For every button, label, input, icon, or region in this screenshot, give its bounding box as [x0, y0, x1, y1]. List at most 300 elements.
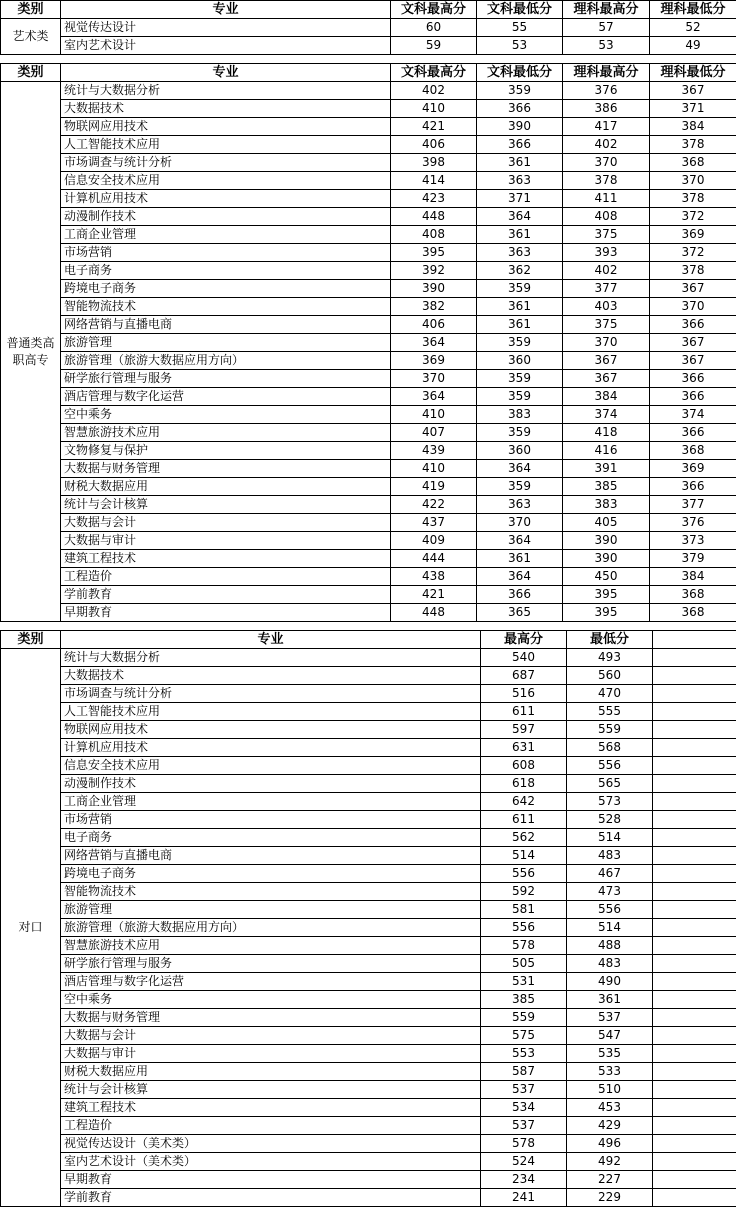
table-row [1, 154, 736, 172]
major-cell: 旅游管理 [61, 334, 391, 352]
min-cell: 537 [567, 1009, 653, 1027]
header-li-max: 理科最高分 [563, 64, 650, 82]
max-cell: 581 [481, 901, 567, 919]
blank-cell [653, 937, 736, 955]
table-row [1, 667, 736, 685]
category-cell: 普通类高职高专 [1, 82, 61, 622]
major-cell: 智能物流技术 [61, 883, 481, 901]
li-min-cell: 369 [650, 226, 736, 244]
table-row [1, 739, 736, 757]
li-min-cell: 368 [650, 154, 736, 172]
table-row [1, 901, 736, 919]
table-row [1, 82, 736, 100]
table-row [1, 811, 736, 829]
blank-cell [653, 631, 736, 649]
max-cell: 611 [481, 811, 567, 829]
li-min-cell: 366 [650, 388, 736, 406]
li-min-cell: 366 [650, 370, 736, 388]
major-cell: 信息安全技术应用 [61, 172, 391, 190]
li-min-cell: 384 [650, 568, 736, 586]
li-min-cell: 377 [650, 496, 736, 514]
min-cell: 467 [567, 865, 653, 883]
major-cell: 大数据技术 [61, 100, 391, 118]
min-cell: 496 [567, 1135, 653, 1153]
li-max-cell: 53 [563, 37, 650, 55]
major-cell: 大数据与审计 [61, 1045, 481, 1063]
li-min-cell: 373 [650, 532, 736, 550]
max-cell: 241 [481, 1189, 567, 1207]
max-cell: 556 [481, 919, 567, 937]
wen-min-cell: 361 [477, 550, 563, 568]
blank-cell [653, 1099, 736, 1117]
li-max-cell: 417 [563, 118, 650, 136]
blank-cell [653, 1153, 736, 1171]
li-min-cell: 378 [650, 136, 736, 154]
li-min-cell: 378 [650, 262, 736, 280]
blank-cell [653, 955, 736, 973]
table-row [1, 604, 736, 622]
li-min-cell: 368 [650, 586, 736, 604]
major-cell: 大数据与会计 [61, 514, 391, 532]
wen-max-cell: 423 [391, 190, 477, 208]
max-cell: 578 [481, 1135, 567, 1153]
wen-min-cell: 363 [477, 496, 563, 514]
max-cell: 534 [481, 1099, 567, 1117]
header-li-min: 理科最低分 [650, 64, 736, 82]
wen-min-cell: 53 [477, 37, 563, 55]
blank-cell [653, 1171, 736, 1189]
table-row [1, 1117, 736, 1135]
max-cell: 618 [481, 775, 567, 793]
table-row [1, 865, 736, 883]
blank-cell [653, 757, 736, 775]
major-cell: 动漫制作技术 [61, 775, 481, 793]
wen-max-cell: 382 [391, 298, 477, 316]
major-cell: 统计与会计核算 [61, 496, 391, 514]
max-cell: 592 [481, 883, 567, 901]
major-cell: 人工智能技术应用 [61, 703, 481, 721]
major-cell: 视觉传达设计（美术类） [61, 1135, 481, 1153]
li-max-cell: 416 [563, 442, 650, 460]
header-max: 最高分 [481, 631, 567, 649]
wen-max-cell: 410 [391, 460, 477, 478]
major-cell: 电子商务 [61, 829, 481, 847]
major-cell: 室内艺术设计（美术类） [61, 1153, 481, 1171]
li-max-cell: 408 [563, 208, 650, 226]
major-cell: 建筑工程技术 [61, 550, 391, 568]
table-row [1, 847, 736, 865]
max-cell: 514 [481, 847, 567, 865]
li-min-cell: 366 [650, 424, 736, 442]
li-min-cell: 368 [650, 442, 736, 460]
wen-max-cell: 448 [391, 604, 477, 622]
max-cell: 556 [481, 865, 567, 883]
li-min-cell: 379 [650, 550, 736, 568]
li-max-cell: 393 [563, 244, 650, 262]
header-li-max: 理科最高分 [563, 1, 650, 19]
min-cell: 453 [567, 1099, 653, 1117]
table-row [1, 955, 736, 973]
min-cell: 229 [567, 1189, 653, 1207]
li-max-cell: 395 [563, 604, 650, 622]
blank-cell [653, 1189, 736, 1207]
wen-max-cell: 419 [391, 478, 477, 496]
table-row [1, 991, 736, 1009]
max-cell: 642 [481, 793, 567, 811]
wen-max-cell: 59 [391, 37, 477, 55]
li-min-cell: 367 [650, 334, 736, 352]
major-cell: 网络营销与直播电商 [61, 847, 481, 865]
min-cell: 560 [567, 667, 653, 685]
major-cell: 空中乘务 [61, 406, 391, 424]
wen-min-cell: 366 [477, 586, 563, 604]
max-cell: 687 [481, 667, 567, 685]
wen-min-cell: 359 [477, 424, 563, 442]
major-cell: 建筑工程技术 [61, 1099, 481, 1117]
blank-cell [653, 1027, 736, 1045]
min-cell: 470 [567, 685, 653, 703]
blank-cell [653, 793, 736, 811]
wen-max-cell: 448 [391, 208, 477, 226]
header-major: 专业 [61, 64, 391, 82]
blank-cell [653, 1081, 736, 1099]
major-cell: 财税大数据应用 [61, 1063, 481, 1081]
wen-min-cell: 359 [477, 280, 563, 298]
min-cell: 514 [567, 919, 653, 937]
li-min-cell: 376 [650, 514, 736, 532]
major-cell: 市场营销 [61, 811, 481, 829]
table-row [1, 316, 736, 334]
li-max-cell: 402 [563, 262, 650, 280]
blank-cell [653, 973, 736, 991]
li-min-cell: 384 [650, 118, 736, 136]
li-min-cell: 367 [650, 82, 736, 100]
wen-min-cell: 390 [477, 118, 563, 136]
min-cell: 559 [567, 721, 653, 739]
min-cell: 227 [567, 1171, 653, 1189]
wen-max-cell: 402 [391, 82, 477, 100]
wen-max-cell: 422 [391, 496, 477, 514]
table-row [1, 532, 736, 550]
table-row [1, 262, 736, 280]
min-cell: 361 [567, 991, 653, 1009]
table-row [1, 118, 736, 136]
table-row [1, 721, 736, 739]
wen-min-cell: 359 [477, 82, 563, 100]
table-row [1, 208, 736, 226]
min-cell: 565 [567, 775, 653, 793]
wen-max-cell: 406 [391, 136, 477, 154]
wen-max-cell: 408 [391, 226, 477, 244]
major-cell: 财税大数据应用 [61, 478, 391, 496]
li-max-cell: 376 [563, 82, 650, 100]
li-min-cell: 368 [650, 604, 736, 622]
table-row [1, 136, 736, 154]
li-max-cell: 378 [563, 172, 650, 190]
min-cell: 488 [567, 937, 653, 955]
major-cell: 智能物流技术 [61, 298, 391, 316]
li-min-cell: 369 [650, 460, 736, 478]
li-max-cell: 402 [563, 136, 650, 154]
wen-min-cell: 365 [477, 604, 563, 622]
header-min: 最低分 [567, 631, 653, 649]
table-row [1, 352, 736, 370]
table-row [1, 388, 736, 406]
table-row [1, 1063, 736, 1081]
major-cell: 工程造价 [61, 568, 391, 586]
li-max-cell: 370 [563, 334, 650, 352]
header-li-min: 理科最低分 [650, 1, 736, 19]
li-max-cell: 370 [563, 154, 650, 172]
li-min-cell: 52 [650, 19, 736, 37]
li-max-cell: 391 [563, 460, 650, 478]
wen-max-cell: 392 [391, 262, 477, 280]
table-row [1, 757, 736, 775]
blank-cell [653, 865, 736, 883]
major-cell: 跨境电子商务 [61, 865, 481, 883]
table-row [1, 172, 736, 190]
major-cell: 信息安全技术应用 [61, 757, 481, 775]
wen-max-cell: 364 [391, 388, 477, 406]
major-cell: 研学旅行管理与服务 [61, 955, 481, 973]
table-row [1, 190, 736, 208]
wen-max-cell: 364 [391, 334, 477, 352]
table-row [1, 244, 736, 262]
table-row [1, 1189, 736, 1207]
table-row [1, 550, 736, 568]
li-min-cell: 366 [650, 316, 736, 334]
wen-max-cell: 414 [391, 172, 477, 190]
wen-min-cell: 361 [477, 316, 563, 334]
blank-cell [653, 775, 736, 793]
major-cell: 研学旅行管理与服务 [61, 370, 391, 388]
wen-max-cell: 409 [391, 532, 477, 550]
wen-max-cell: 60 [391, 19, 477, 37]
table-row [1, 460, 736, 478]
min-cell: 510 [567, 1081, 653, 1099]
table-row [1, 298, 736, 316]
wen-max-cell: 390 [391, 280, 477, 298]
blank-cell [653, 811, 736, 829]
category-cell: 对口 [1, 649, 61, 1207]
major-cell: 室内艺术设计 [61, 37, 391, 55]
max-cell: 385 [481, 991, 567, 1009]
wen-min-cell: 363 [477, 244, 563, 262]
art-score-table [0, 0, 736, 55]
major-cell: 学前教育 [61, 1189, 481, 1207]
min-cell: 547 [567, 1027, 653, 1045]
li-max-cell: 383 [563, 496, 650, 514]
major-cell: 酒店管理与数字化运营 [61, 388, 391, 406]
min-cell: 492 [567, 1153, 653, 1171]
major-cell: 早期教育 [61, 604, 391, 622]
max-cell: 559 [481, 1009, 567, 1027]
max-cell: 608 [481, 757, 567, 775]
table-row [1, 1081, 736, 1099]
max-cell: 575 [481, 1027, 567, 1045]
min-cell: 556 [567, 757, 653, 775]
wen-min-cell: 360 [477, 352, 563, 370]
table-row [1, 1135, 736, 1153]
major-cell: 统计与会计核算 [61, 1081, 481, 1099]
major-cell: 旅游管理（旅游大数据应用方向） [61, 352, 391, 370]
header-row [1, 631, 736, 649]
li-min-cell: 370 [650, 298, 736, 316]
table-row [1, 19, 736, 37]
li-min-cell: 370 [650, 172, 736, 190]
table-row [1, 649, 736, 667]
min-cell: 483 [567, 955, 653, 973]
li-min-cell: 372 [650, 244, 736, 262]
wen-min-cell: 366 [477, 100, 563, 118]
table-row [1, 100, 736, 118]
li-min-cell: 367 [650, 280, 736, 298]
li-max-cell: 450 [563, 568, 650, 586]
li-max-cell: 390 [563, 550, 650, 568]
li-max-cell: 386 [563, 100, 650, 118]
min-cell: 568 [567, 739, 653, 757]
li-max-cell: 395 [563, 586, 650, 604]
li-max-cell: 367 [563, 370, 650, 388]
blank-cell [653, 667, 736, 685]
li-min-cell: 367 [650, 352, 736, 370]
wen-min-cell: 363 [477, 172, 563, 190]
table-row [1, 703, 736, 721]
header-wen-min: 文科最低分 [477, 1, 563, 19]
li-max-cell: 418 [563, 424, 650, 442]
table-row [1, 973, 736, 991]
major-cell: 空中乘务 [61, 991, 481, 1009]
major-cell: 大数据与财务管理 [61, 460, 391, 478]
table-row [1, 829, 736, 847]
wen-min-cell: 359 [477, 388, 563, 406]
min-cell: 429 [567, 1117, 653, 1135]
wen-min-cell: 364 [477, 460, 563, 478]
li-max-cell: 375 [563, 316, 650, 334]
table-row [1, 334, 736, 352]
major-cell: 统计与大数据分析 [61, 82, 391, 100]
table-row [1, 370, 736, 388]
min-cell: 490 [567, 973, 653, 991]
wen-min-cell: 361 [477, 298, 563, 316]
min-cell: 483 [567, 847, 653, 865]
table-row [1, 793, 736, 811]
wen-max-cell: 444 [391, 550, 477, 568]
major-cell: 动漫制作技术 [61, 208, 391, 226]
major-cell: 大数据与会计 [61, 1027, 481, 1045]
min-cell: 533 [567, 1063, 653, 1081]
wen-min-cell: 360 [477, 442, 563, 460]
wen-min-cell: 366 [477, 136, 563, 154]
blank-cell [653, 721, 736, 739]
blank-cell [653, 739, 736, 757]
wen-min-cell: 364 [477, 568, 563, 586]
header-row [1, 1, 736, 19]
wen-min-cell: 383 [477, 406, 563, 424]
table-row [1, 280, 736, 298]
wen-min-cell: 359 [477, 478, 563, 496]
table-row [1, 937, 736, 955]
major-cell: 学前教育 [61, 586, 391, 604]
major-cell: 智慧旅游技术应用 [61, 424, 391, 442]
table-row [1, 1027, 736, 1045]
major-cell: 视觉传达设计 [61, 19, 391, 37]
wen-max-cell: 437 [391, 514, 477, 532]
min-cell: 555 [567, 703, 653, 721]
major-cell: 工商企业管理 [61, 226, 391, 244]
header-major: 专业 [61, 631, 481, 649]
li-max-cell: 390 [563, 532, 650, 550]
table-row [1, 226, 736, 244]
min-cell: 556 [567, 901, 653, 919]
min-cell: 528 [567, 811, 653, 829]
major-cell: 早期教育 [61, 1171, 481, 1189]
major-cell: 人工智能技术应用 [61, 136, 391, 154]
wen-min-cell: 362 [477, 262, 563, 280]
max-cell: 234 [481, 1171, 567, 1189]
table-row [1, 424, 736, 442]
wen-min-cell: 359 [477, 370, 563, 388]
major-cell: 市场调查与统计分析 [61, 154, 391, 172]
table-row [1, 1153, 736, 1171]
wen-max-cell: 410 [391, 100, 477, 118]
li-min-cell: 49 [650, 37, 736, 55]
blank-cell [653, 883, 736, 901]
wen-max-cell: 398 [391, 154, 477, 172]
li-max-cell: 405 [563, 514, 650, 532]
major-cell: 物联网应用技术 [61, 721, 481, 739]
major-cell: 大数据技术 [61, 667, 481, 685]
header-category: 类别 [1, 631, 61, 649]
blank-cell [653, 1063, 736, 1081]
wen-max-cell: 407 [391, 424, 477, 442]
max-cell: 531 [481, 973, 567, 991]
major-cell: 网络营销与直播电商 [61, 316, 391, 334]
major-cell: 计算机应用技术 [61, 739, 481, 757]
table-row [1, 496, 736, 514]
table-row [1, 1045, 736, 1063]
li-min-cell: 378 [650, 190, 736, 208]
min-cell: 573 [567, 793, 653, 811]
table-row [1, 883, 736, 901]
header-category: 类别 [1, 1, 61, 19]
li-max-cell: 375 [563, 226, 650, 244]
max-cell: 587 [481, 1063, 567, 1081]
min-cell: 514 [567, 829, 653, 847]
major-cell: 大数据与财务管理 [61, 1009, 481, 1027]
wen-min-cell: 364 [477, 532, 563, 550]
li-max-cell: 411 [563, 190, 650, 208]
wen-min-cell: 371 [477, 190, 563, 208]
vocational-score-table [0, 630, 736, 1207]
major-cell: 跨境电子商务 [61, 280, 391, 298]
major-cell: 工商企业管理 [61, 793, 481, 811]
blank-cell [653, 991, 736, 1009]
blank-cell [653, 901, 736, 919]
major-cell: 电子商务 [61, 262, 391, 280]
header-wen-max: 文科最高分 [391, 1, 477, 19]
major-cell: 旅游管理 [61, 901, 481, 919]
major-cell: 市场调查与统计分析 [61, 685, 481, 703]
min-cell: 473 [567, 883, 653, 901]
wen-max-cell: 395 [391, 244, 477, 262]
major-cell: 酒店管理与数字化运营 [61, 973, 481, 991]
blank-cell [653, 1045, 736, 1063]
max-cell: 537 [481, 1117, 567, 1135]
max-cell: 578 [481, 937, 567, 955]
wen-max-cell: 406 [391, 316, 477, 334]
max-cell: 540 [481, 649, 567, 667]
